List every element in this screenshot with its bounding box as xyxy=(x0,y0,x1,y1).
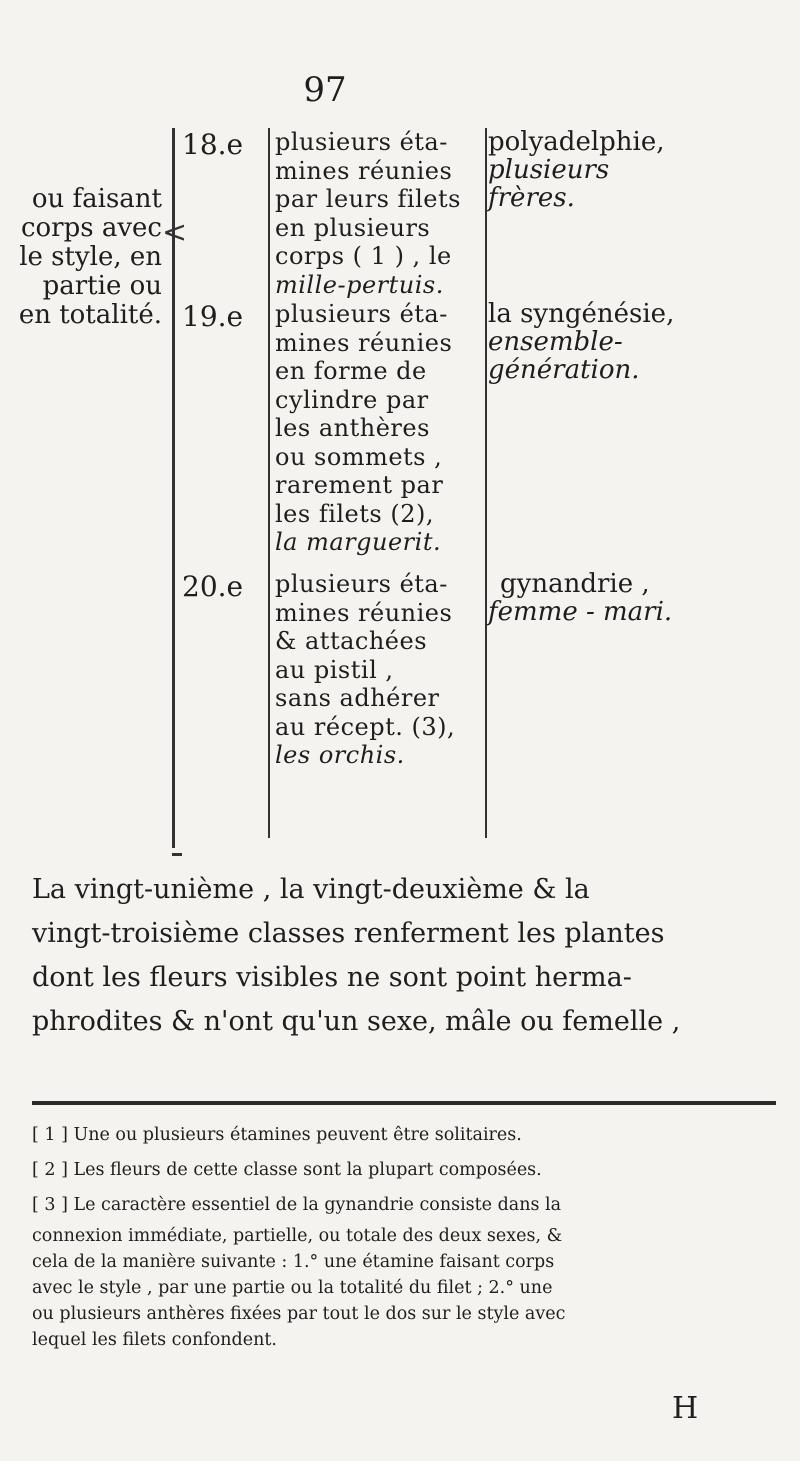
footnote-line: lequel les filets confondent. xyxy=(32,1330,277,1350)
desc-line: en forme de xyxy=(275,357,427,385)
paragraph-line: dont les fleurs visibles ne sont point herma- xyxy=(32,962,632,993)
footnote-line: connexion immédiate, partielle, ou totale des deux sexes, & xyxy=(32,1226,563,1246)
footnote-line: cela de la manière suivante : 1.° une étamine faisant corps xyxy=(32,1252,555,1272)
class-18-name-block xyxy=(488,128,778,212)
desc-line: par leurs filets xyxy=(275,185,461,213)
class-name: polyadelphie, xyxy=(488,127,665,157)
class-number-20: 20.e xyxy=(182,570,244,603)
desc-line: sans adhérer xyxy=(275,684,440,712)
class-20-description xyxy=(275,570,485,770)
desc-line: plusieurs éta- xyxy=(275,570,448,598)
desc-line: ou sommets , xyxy=(275,442,443,471)
signature-mark: H xyxy=(672,1391,699,1426)
class-meaning: ensemble- xyxy=(488,327,623,357)
left-line: partie ou xyxy=(42,271,162,301)
class-number-18: 18.e xyxy=(182,128,244,161)
footnote-line: avec le style , par une partie ou la totalité du filet ; 2.° une xyxy=(32,1278,553,1298)
class-meaning: plusieurs xyxy=(488,155,610,185)
desc-line: rarement par xyxy=(275,471,444,499)
footnote-line: [ 3 ] Le caractère essentiel de la gynandrie consiste dans la xyxy=(32,1195,562,1215)
desc-line: cylindre par xyxy=(275,385,429,414)
class-18-description xyxy=(275,128,485,299)
body-paragraph xyxy=(32,868,772,1044)
paragraph-line: vingt-troisième classes renferment les plantes xyxy=(32,918,665,949)
desc-line: corps ( 1 ) , le xyxy=(275,242,452,270)
left-line: ou faisant xyxy=(31,184,162,214)
class-name: gynandrie , xyxy=(500,569,650,599)
desc-line: au récept. (3), xyxy=(275,712,456,741)
desc-line: plusieurs éta- xyxy=(275,128,448,156)
left-line: corps avec xyxy=(20,213,162,243)
class-19-name-block xyxy=(488,300,778,384)
paragraph-line: phrodites & n'ont qu'un sexe, mâle ou femelle , xyxy=(32,1006,681,1037)
desc-line: mines réunies xyxy=(275,156,453,185)
footnote-line: [ 1 ] Une ou plusieurs étamines peuvent être solitaires. xyxy=(32,1125,522,1145)
class-meaning: génération. xyxy=(488,355,640,385)
paragraph-line: La vingt-unième , la vingt-deuxième & la xyxy=(32,874,590,905)
footnote-line: [ 2 ] Les fleurs de cette classe sont la plupart composées. xyxy=(32,1160,542,1180)
desc-line: les orchis. xyxy=(275,741,405,769)
class-meaning: frères. xyxy=(488,183,575,213)
desc-line: mines réunies xyxy=(275,328,453,357)
column-divider-left xyxy=(268,128,270,838)
desc-line: & attachées xyxy=(275,627,428,655)
brace-mark: < xyxy=(162,215,188,250)
class-meaning: femme - mari. xyxy=(488,597,673,627)
footnote-rule xyxy=(32,1101,776,1105)
left-line: le style, en xyxy=(19,242,162,272)
column-divider-right xyxy=(485,128,487,838)
class-number-19: 19.e xyxy=(182,300,244,333)
desc-line: au pistil , xyxy=(275,655,394,684)
class-name: la syngénésie, xyxy=(488,299,675,329)
class-20-name-block xyxy=(488,570,778,626)
left-side-note xyxy=(12,185,162,330)
desc-line: les filets (2), xyxy=(275,499,434,528)
desc-line: mines réunies xyxy=(275,598,453,627)
class-19-description xyxy=(275,300,485,557)
desc-line: en plusieurs xyxy=(275,213,431,242)
left-line: en totalité. xyxy=(18,300,162,330)
desc-line: plusieurs éta- xyxy=(275,300,448,328)
footnotes xyxy=(32,1118,776,1353)
desc-line: mille-pertuis. xyxy=(275,270,444,299)
page-number: 97 xyxy=(303,70,347,110)
desc-line: la marguerit. xyxy=(275,528,442,556)
desc-line: les anthères xyxy=(275,414,430,442)
footnote-line: ou plusieurs anthères fixées par tout le dos sur le style avec xyxy=(32,1304,566,1324)
